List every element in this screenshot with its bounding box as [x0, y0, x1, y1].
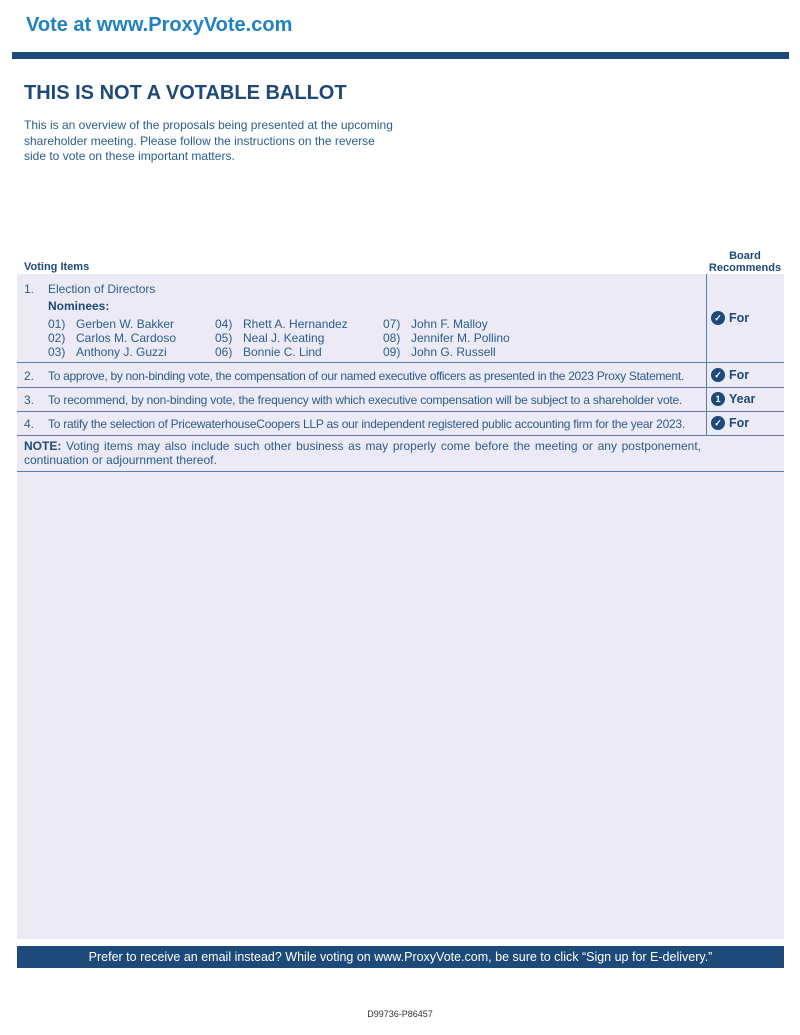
nominee-number: 07): [383, 317, 401, 331]
item-number: 3.: [24, 393, 35, 407]
nominee-name: Jennifer M. Pollino: [411, 331, 510, 345]
nominee: [383, 345, 496, 359]
note: [24, 439, 701, 467]
board-recommendation: [711, 368, 749, 382]
board-recommends-header-line2: Recommends: [708, 262, 782, 274]
nominee-number: 06): [215, 345, 233, 359]
notice-heading: THIS IS NOT A VOTABLE BALLOT: [24, 82, 347, 104]
item-text: Election of Directors: [48, 282, 156, 296]
row-divider: [17, 362, 784, 363]
nominee-number: 03): [48, 345, 66, 359]
nominee: [48, 317, 174, 331]
nominee-number: 02): [48, 331, 66, 345]
item-number: 4.: [24, 417, 35, 431]
nominee: [215, 317, 348, 331]
voting-items-header: Voting Items: [24, 261, 90, 273]
header-title: Vote at www.ProxyVote.com: [26, 14, 293, 36]
check-circle-icon: ✓: [711, 416, 725, 430]
nominee-name: Gerben W. Bakker: [76, 317, 175, 331]
item-text: To recommend, by non-binding vote, the frequency with which executive compensation will be subject to a shareholder vote.: [48, 393, 683, 407]
nominee-number: 04): [215, 317, 233, 331]
note-label: NOTE:: [24, 439, 62, 453]
row-divider: [17, 435, 784, 436]
board-recommends-header: [700, 250, 790, 274]
nominee-number: 05): [215, 331, 233, 345]
item-number: 2.: [24, 369, 35, 383]
note-text: Voting items may also include such other business as may properly come before the meeting or any postponement, continuation or adjournment thereof.: [24, 439, 701, 467]
row-divider: [17, 411, 784, 412]
row-divider: [17, 471, 784, 472]
nominee-name: Neal J. Keating: [243, 331, 325, 345]
nominees-label: Nominees:: [48, 299, 110, 313]
check-circle-icon: ✓: [711, 311, 725, 325]
nominee-name: John F. Malloy: [411, 317, 488, 331]
check-circle-icon: ✓: [711, 368, 725, 382]
nominee-number: 01): [48, 317, 66, 331]
nominee: [215, 345, 322, 359]
nominee-name: Anthony J. Guzzi: [76, 345, 167, 359]
nominee-name: Carlos M. Cardoso: [76, 331, 177, 345]
board-recommendation: [711, 311, 749, 325]
row-divider: [17, 387, 784, 388]
nominee: [48, 345, 167, 359]
item-text: To ratify the selection of PricewaterhouseCoopers LLP as our independent registered public accounting firm for the year 2023.: [48, 417, 685, 431]
recommendation-label: For: [729, 311, 750, 325]
nominee-name: John G. Russell: [411, 345, 496, 359]
recommendation-label: For: [729, 416, 750, 430]
e-delivery-banner: Prefer to receive an email instead? While voting on www.ProxyVote.com, be sure to click “Sign up for E-delivery.”: [17, 946, 784, 968]
nominee: [383, 317, 488, 331]
nominee: [383, 331, 510, 345]
document-code: D99736-P86457: [367, 1009, 433, 1019]
number-one-circle-icon: 1: [711, 392, 725, 406]
board-recommendation: [711, 416, 749, 430]
item-number: 1.: [24, 282, 35, 296]
item-text: To approve, by non-binding vote, the compensation of our named executive officers as presented in the 2023 Proxy Statement.: [48, 369, 684, 383]
nominee: [48, 331, 176, 345]
nominee: [215, 331, 324, 345]
board-recommends-header-line1: Board: [729, 250, 761, 262]
nominee-number: 09): [383, 345, 401, 359]
intro-text: This is an overview of the proposals being presented at the upcoming shareholder meeting. Please follow the instructions on the reverse side to vote on these important matters.: [24, 118, 393, 163]
board-recommendation: [711, 392, 755, 406]
header-divider: [12, 52, 789, 59]
nominee-number: 08): [383, 331, 401, 345]
recommendation-label: Year: [729, 392, 756, 406]
recommendation-label: For: [729, 368, 750, 382]
nominee-name: Bonnie C. Lind: [243, 345, 322, 359]
nominee-name: Rhett A. Hernandez: [243, 317, 348, 331]
